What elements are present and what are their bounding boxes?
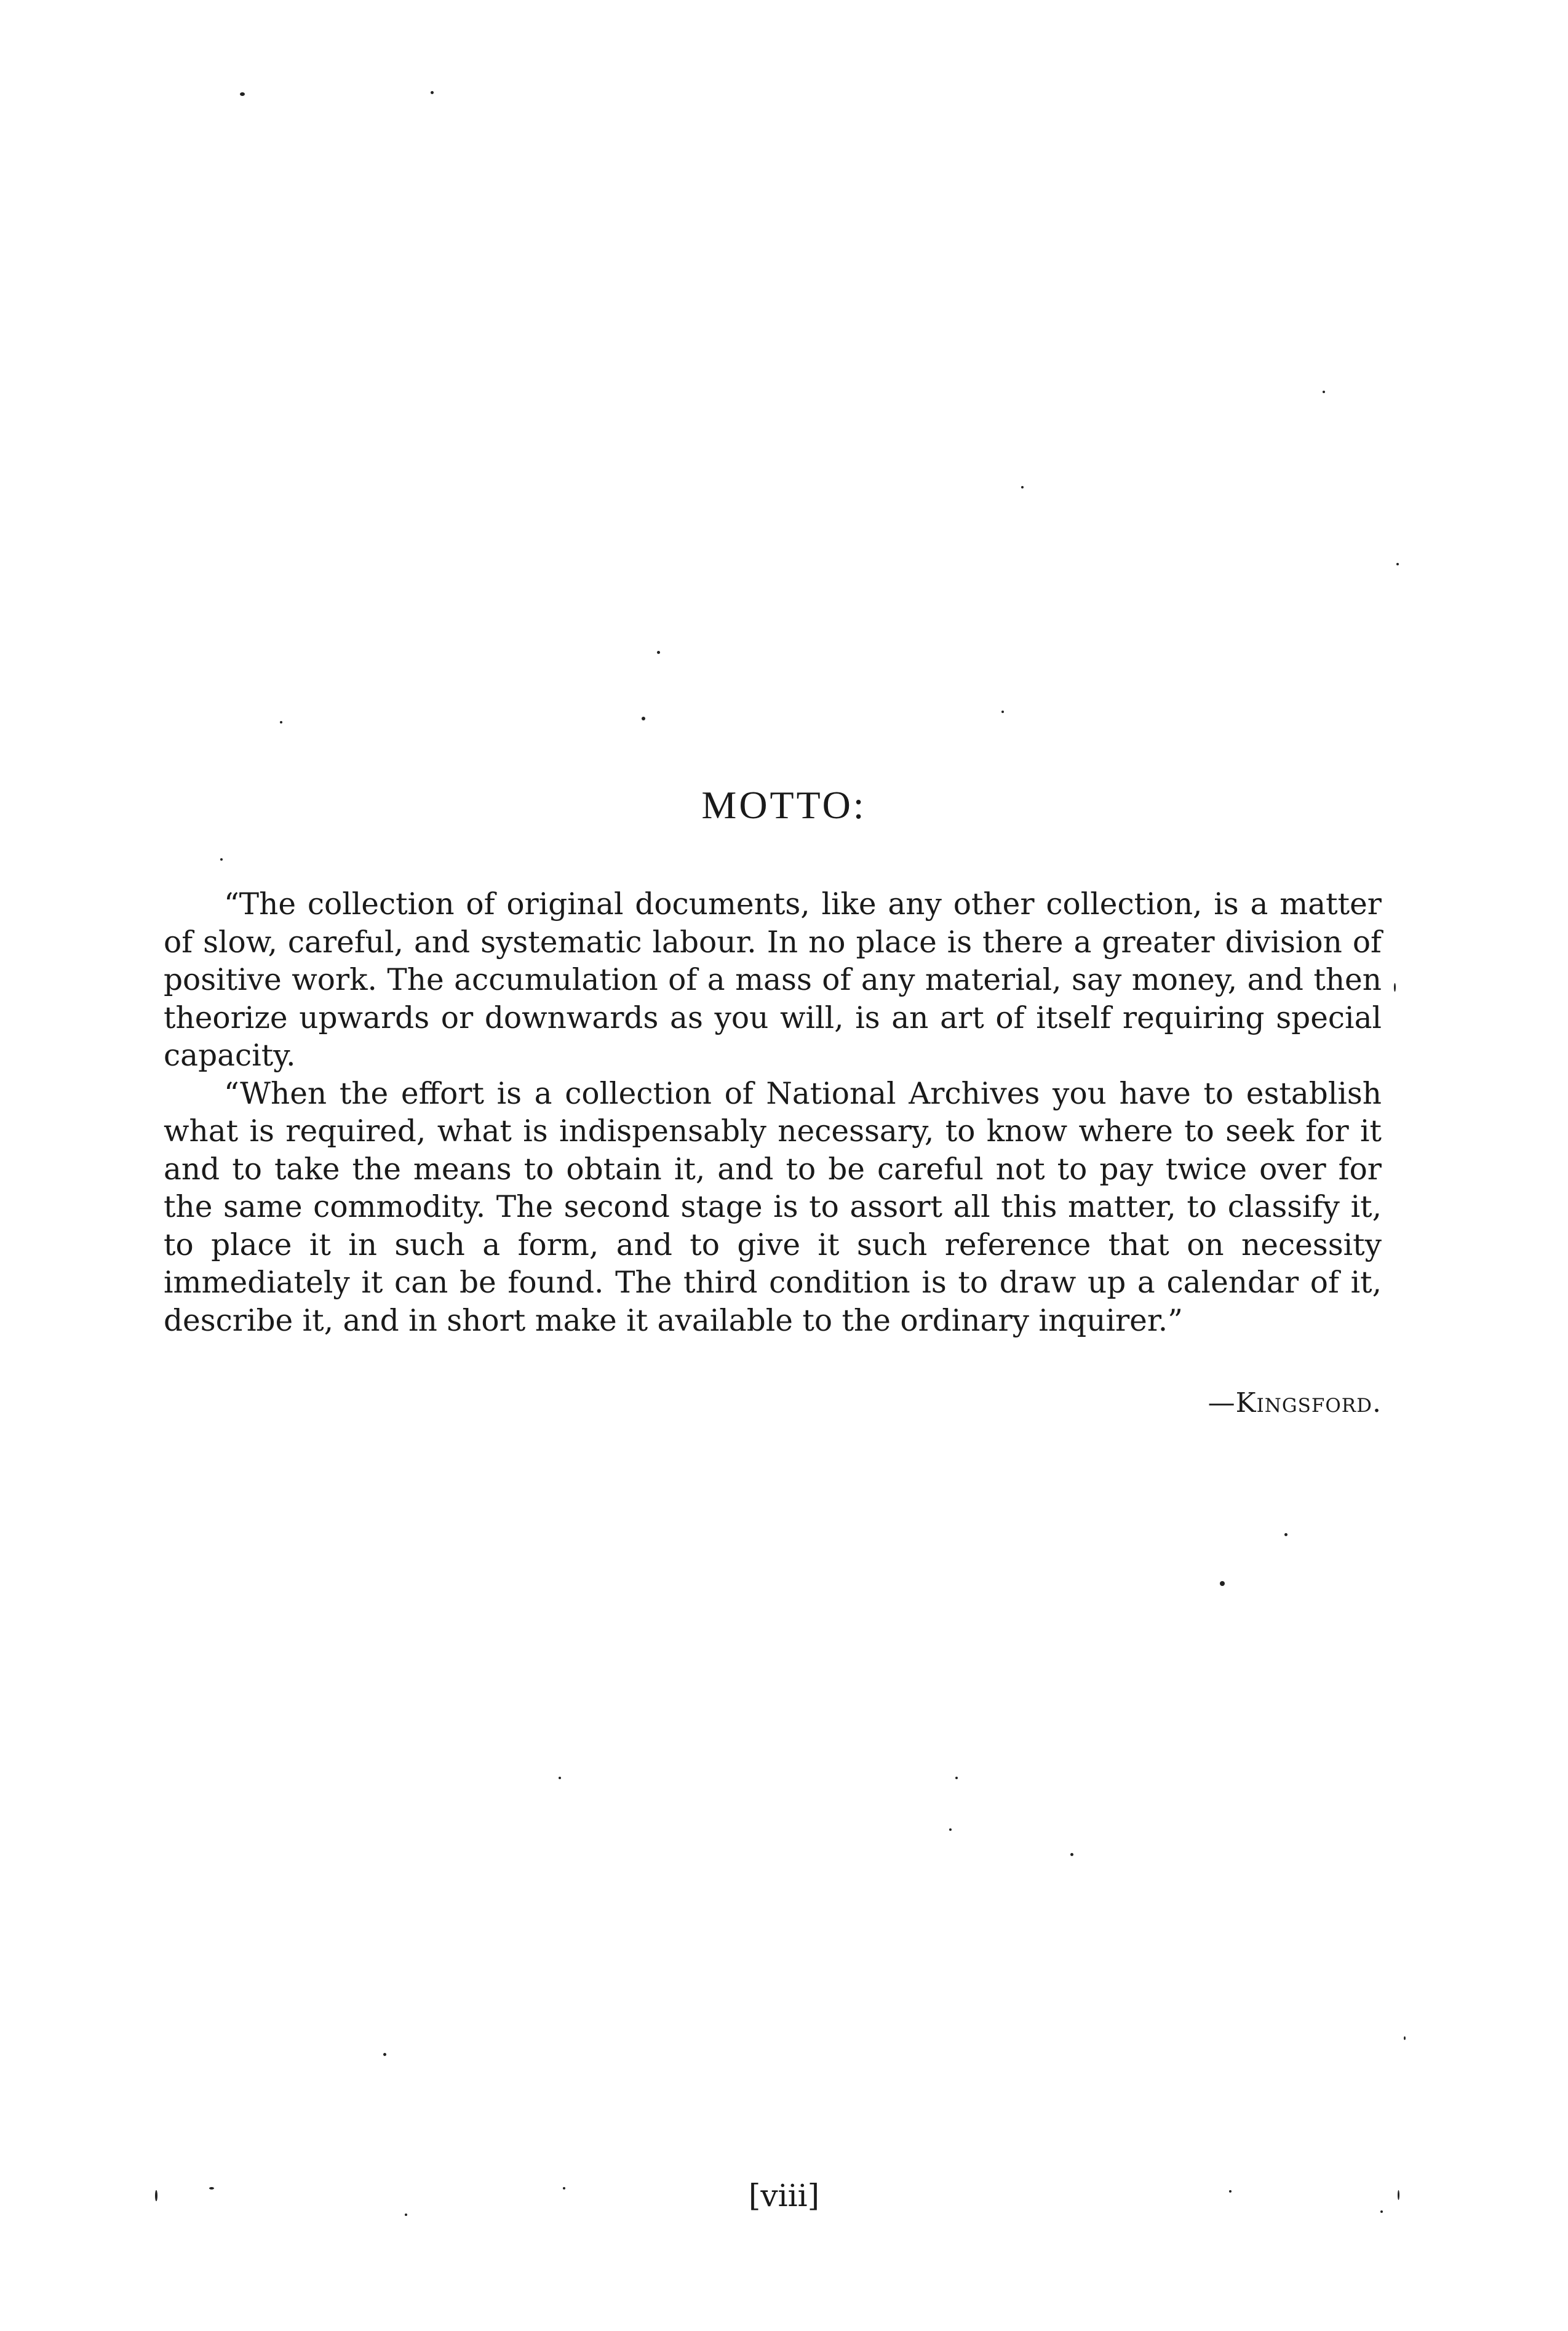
scan-speck xyxy=(220,858,223,861)
scan-speck xyxy=(240,92,245,96)
scan-speck xyxy=(955,1777,958,1779)
scan-speck xyxy=(280,721,282,723)
scan-speck xyxy=(949,1828,952,1831)
attribution: —Kingsford. xyxy=(1208,1387,1382,1419)
scan-speck xyxy=(1404,2036,1406,2040)
scan-speck xyxy=(1323,391,1325,393)
scan-speck xyxy=(1284,1533,1287,1536)
scan-speck xyxy=(1021,486,1024,488)
quotation-paragraph: “The collection of original documents, like any other collection, is a matter of slow, careful, and systematic labour. In no place is there a greater division of positive work. The accumulation of a mass of any material, say money, and then theorize upwards or downwards as you will, is an art of itself requiring special capacity. xyxy=(164,887,1382,1073)
scan-speck xyxy=(1394,983,1396,992)
scan-speck xyxy=(1001,711,1004,713)
scan-speck xyxy=(642,717,645,720)
scan-speck xyxy=(431,91,434,94)
quotation-paragraph: “When the effort is a collection of National Archives you have to establish what is required, what is indispensably necessary, to know where to seek for it and to take the means to obtain it, and to be careful not to pay twice over for the same commodity. The second stage is to assort all this matter, to classify it, to place it in such a form, and to give it such reference that on necessity immediately it can be found. The third condition is to draw up a calendar of it, describe it, and in short make it available to the ordinary inquirer.” xyxy=(164,1076,1382,1338)
scan-speck xyxy=(405,2213,407,2216)
scan-speck xyxy=(383,2053,386,2056)
quotation xyxy=(164,886,1382,1340)
scan-speck xyxy=(1396,563,1399,565)
scan-speck xyxy=(1220,1581,1225,1586)
scan-speck xyxy=(1070,1853,1073,1856)
scan-speck xyxy=(559,1777,561,1779)
page-number: [viii] xyxy=(748,2178,820,2213)
scan-speck xyxy=(657,651,660,654)
page-heading: MOTTO: xyxy=(701,783,867,827)
